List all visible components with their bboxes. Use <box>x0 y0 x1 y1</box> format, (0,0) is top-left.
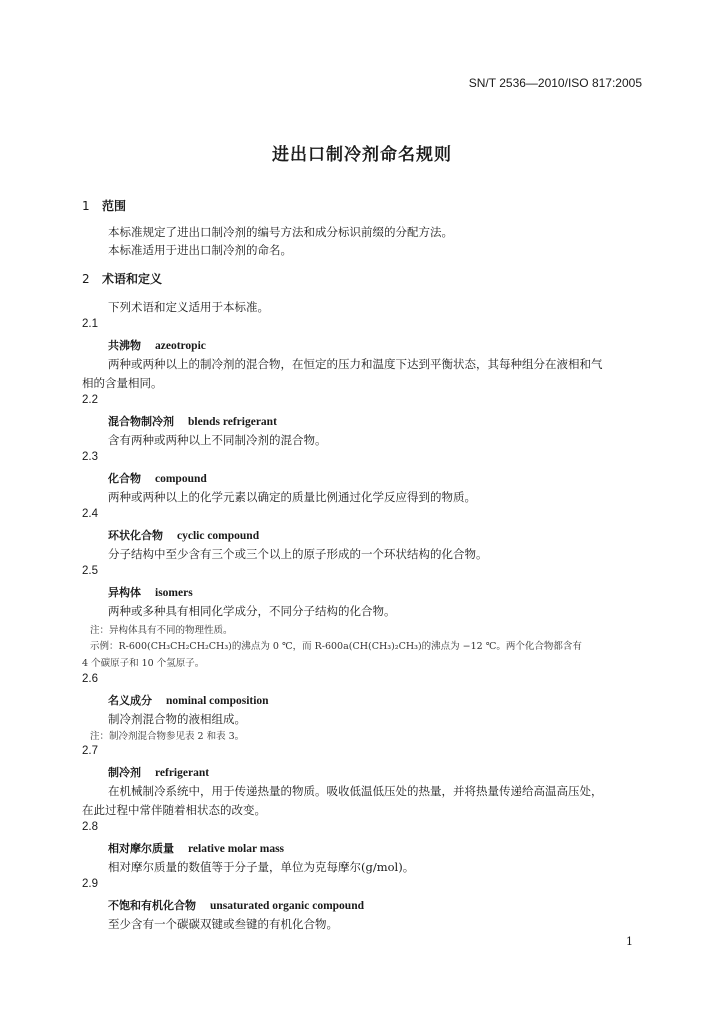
section-number: 2 <box>82 272 90 286</box>
terms-intro: 下列术语和定义适用于本标准。 <box>108 300 269 314</box>
term-zh: 相对摩尔质量 <box>108 842 174 855</box>
term-zh: 异构体 <box>108 586 141 599</box>
term-entry <box>108 692 269 708</box>
term-zh: 名义成分 <box>108 694 152 707</box>
term-zh: 共沸物 <box>108 339 141 352</box>
term-en: azeotropic <box>155 340 206 352</box>
term-entry <box>108 470 207 486</box>
clause-number: 2.5 <box>82 565 98 577</box>
term-definition: 两种或两种以上的制冷剂的混合物，在恒定的压力和温度下达到平衡状态，其每种组分在液相和气 <box>108 357 603 371</box>
term-zh: 不饱和有机化合物 <box>108 899 196 912</box>
section-heading-terms <box>82 270 162 287</box>
clause-number: 2.2 <box>82 394 98 406</box>
term-zh: 化合物 <box>108 472 141 485</box>
clause-number: 2.8 <box>82 821 98 833</box>
clause-number: 2.7 <box>82 745 98 757</box>
document-title: 进出口制冷剂命名规则 <box>272 145 452 165</box>
term-en: nominal composition <box>166 695 269 707</box>
term-en: unsaturated organic compound <box>210 900 364 912</box>
clause-number: 2.4 <box>82 508 98 520</box>
term-entry <box>108 527 259 543</box>
section-heading-scope <box>82 197 126 214</box>
term-entry <box>108 897 364 913</box>
term-definition: 含有两种或两种以上不同制冷剂的混合物。 <box>108 433 327 447</box>
term-en: isomers <box>155 587 193 599</box>
term-entry <box>108 764 209 780</box>
term-definition: 至少含有一个碳碳双键或叁键的有机化合物。 <box>108 917 338 931</box>
section-number: 1 <box>82 199 90 213</box>
term-definition-cont: 相的含量相同。 <box>82 376 163 390</box>
scope-paragraph-1: 本标准规定了进出口制冷剂的编号方法和成分标识前缀的分配方法。 <box>108 225 453 239</box>
page-number: 1 <box>626 935 633 948</box>
term-entry <box>108 337 206 353</box>
term-entry <box>108 840 284 856</box>
clause-number: 2.9 <box>82 878 98 890</box>
term-definition: 两种或两种以上的化学元素以确定的质量比例通过化学反应得到的物质。 <box>108 490 476 504</box>
term-definition: 制冷剂混合物的液相组成。 <box>108 712 246 726</box>
term-zh: 制冷剂 <box>108 766 141 779</box>
section-title: 术语和定义 <box>102 272 163 286</box>
term-definition: 两种或多种具有相同化学成分，不同分子结构的化合物。 <box>108 604 396 618</box>
clause-number: 2.6 <box>82 673 98 685</box>
clause-number: 2.3 <box>82 451 98 463</box>
term-entry <box>108 413 277 429</box>
term-definition: 分子结构中至少含有三个或三个以上的原子形成的一个环状结构的化合物。 <box>108 547 488 561</box>
term-example-cont: 4 个碳原子和 10 个氢原子。 <box>82 658 205 669</box>
term-note: 注：制冷剂混合物参见表 2 和表 3。 <box>90 731 245 742</box>
term-zh: 环状化合物 <box>108 529 163 542</box>
term-en: relative molar mass <box>188 843 285 855</box>
term-en: blends refrigerant <box>188 416 277 428</box>
term-en: cyclic compound <box>177 530 260 542</box>
term-note: 注：异构体具有不同的物理性质。 <box>90 625 233 636</box>
term-example: 示例：R-600(CH₃CH₂CH₂CH₃)的沸点为 0 ℃，而 R-600a(CH(CH₃)₂CH₃)的沸点为 −12 ℃。两个化合物都含有 <box>90 641 582 652</box>
term-en: compound <box>155 473 207 485</box>
clause-number: 2.1 <box>82 318 98 330</box>
standard-number: SN/T 2536—2010/ISO 817:2005 <box>468 76 642 90</box>
term-zh: 混合物制冷剂 <box>108 415 174 428</box>
term-en: refrigerant <box>155 767 210 779</box>
term-definition: 在机械制冷系统中，用于传递热量的物质。吸收低温低压处的热量，并将热量传递给高温高压处， <box>108 784 603 798</box>
term-definition-cont: 在此过程中常伴随着相状态的改变。 <box>82 803 266 817</box>
section-title: 范围 <box>102 199 127 213</box>
scope-paragraph-2: 本标准适用于进出口制冷剂的命名。 <box>108 243 292 257</box>
term-definition: 相对摩尔质量的数值等于分子量，单位为克每摩尔(g/mol)。 <box>108 860 415 874</box>
term-entry <box>108 584 193 600</box>
